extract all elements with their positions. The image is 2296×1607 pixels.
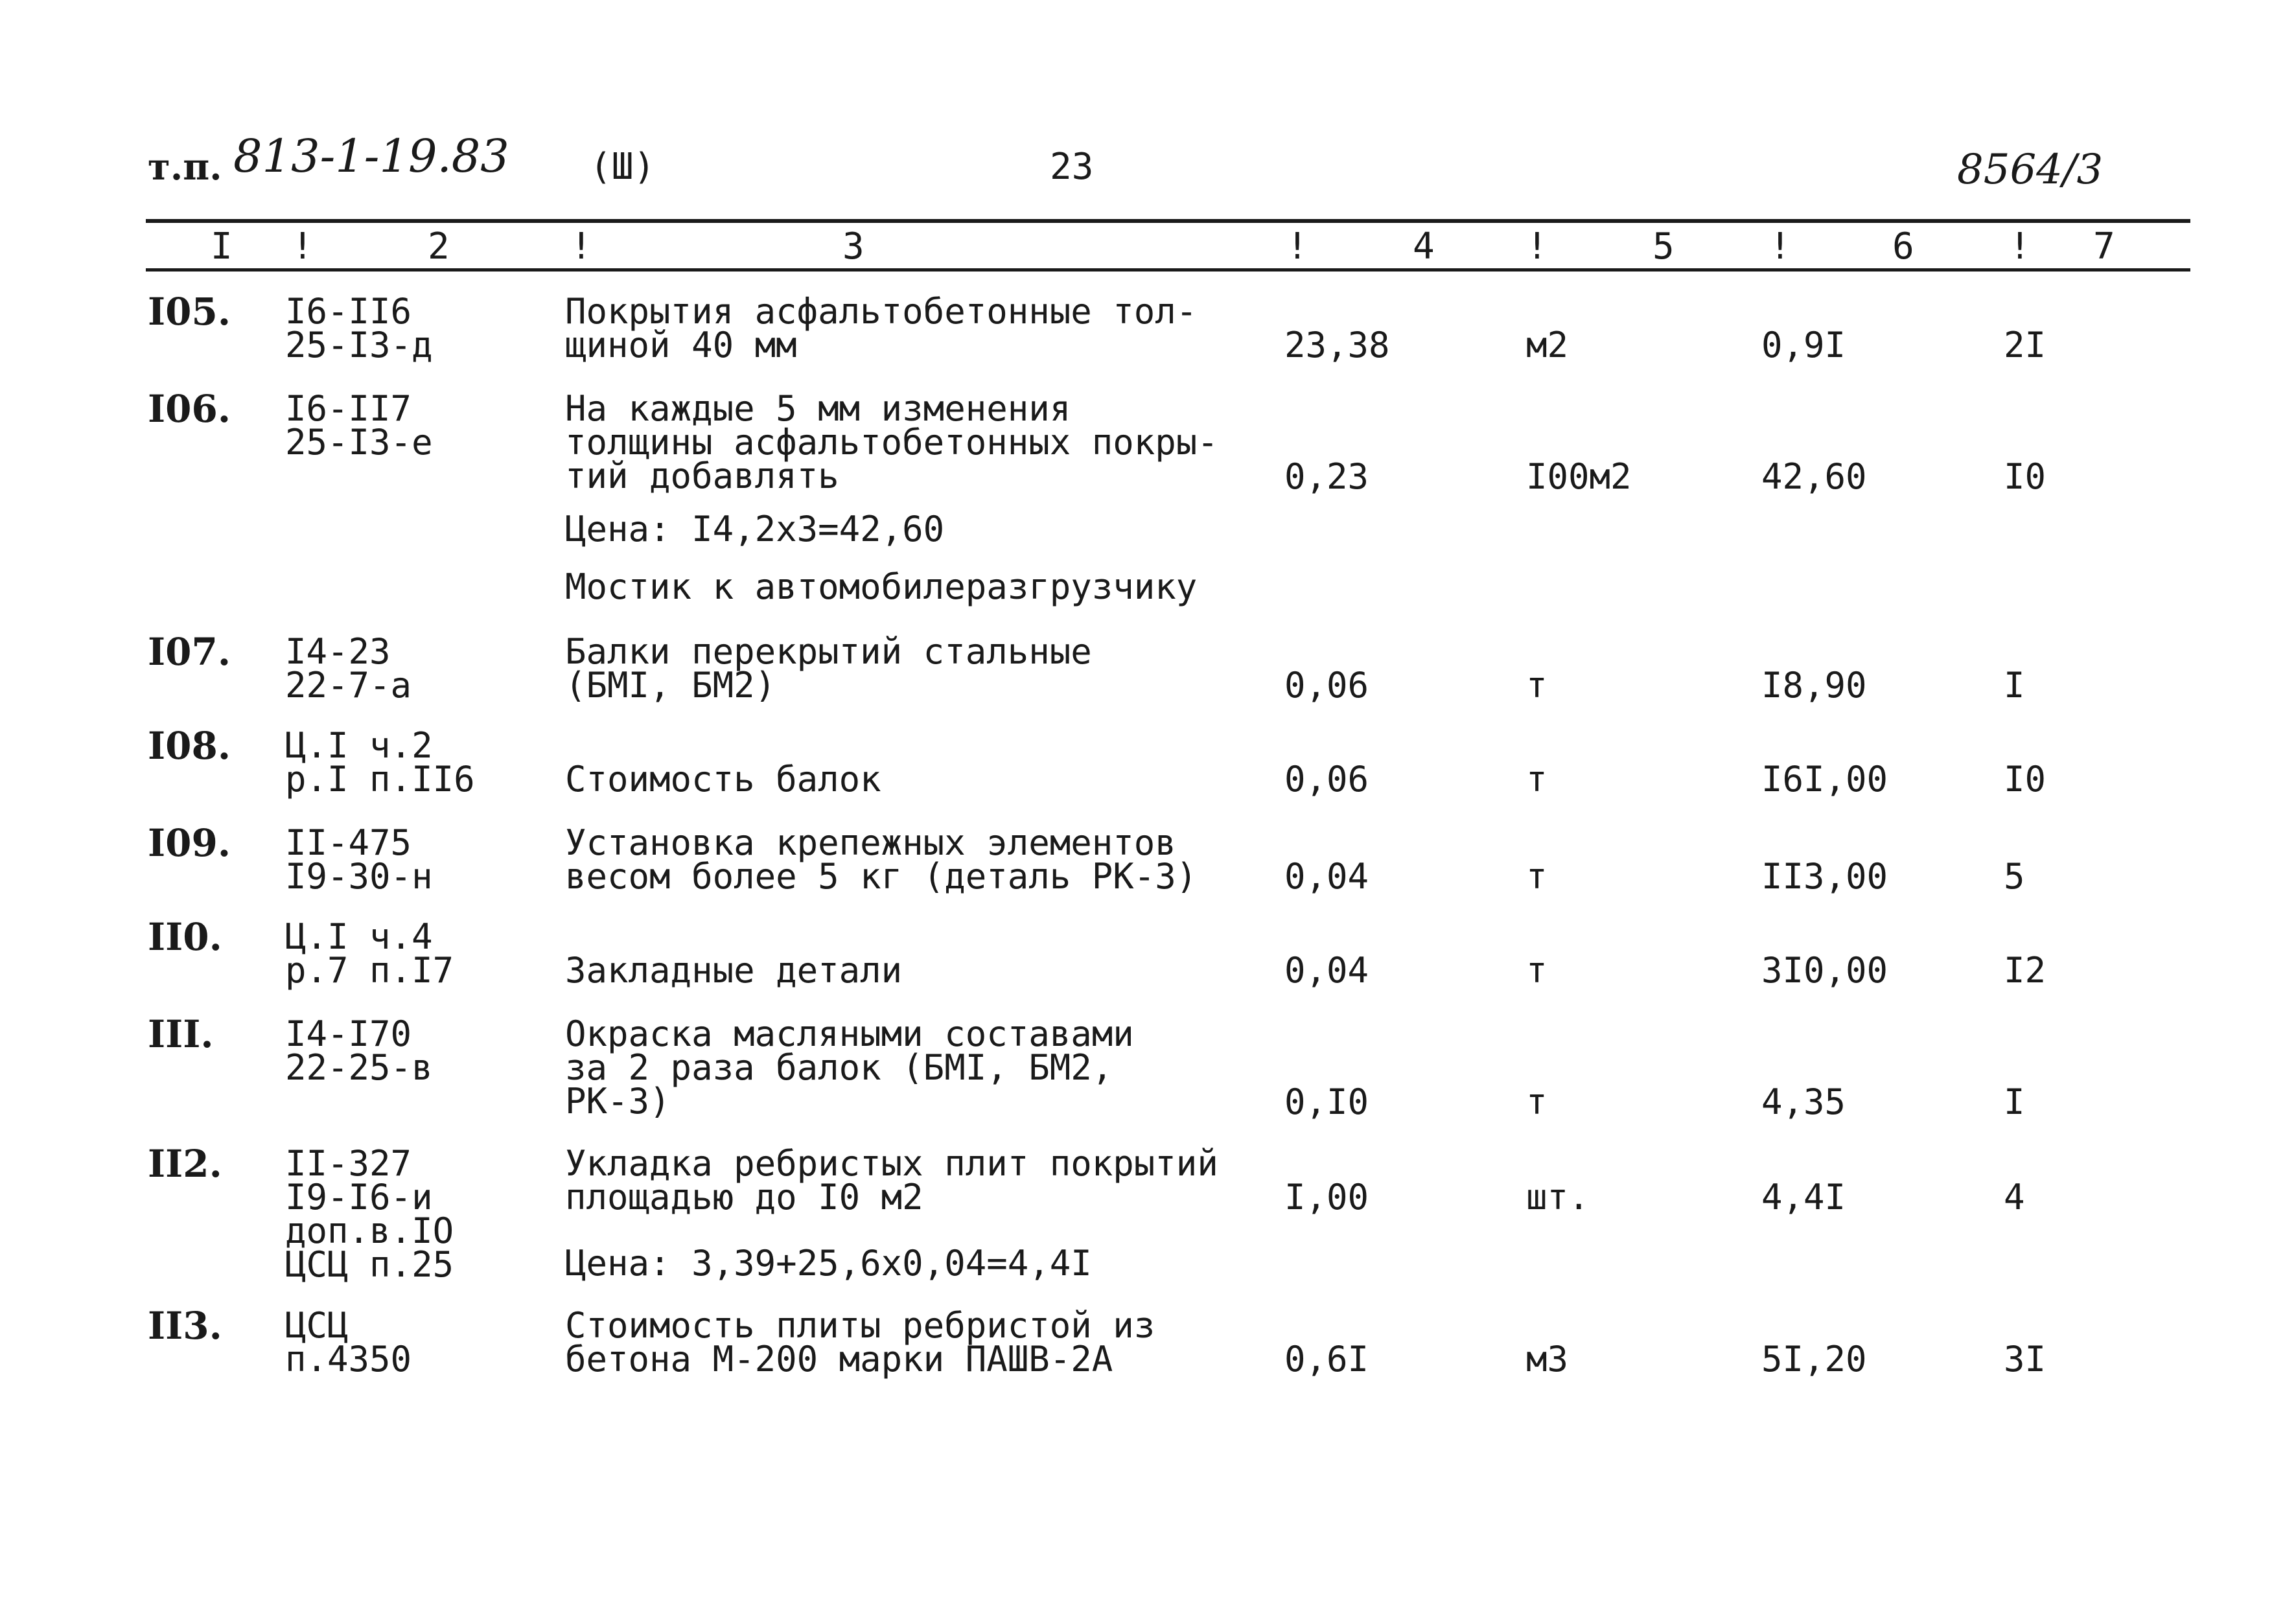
volume-label: (Ш) [590,146,656,188]
total-cost: 2I [2004,325,2047,365]
column-header-6: 6 [1892,225,1914,268]
column-separator: ! [1526,225,1548,268]
tp-label: т.п. [148,146,222,189]
quantity: 0,06 [1284,665,1369,706]
quantity: I,00 [1284,1177,1369,1218]
unit: т [1526,950,1548,991]
table-header-rule [146,268,2190,272]
unit: т [1526,759,1548,800]
unit: м2 [1526,325,1569,365]
quantity: 0,6I [1284,1339,1369,1380]
quantity: 0,04 [1284,856,1369,897]
total-cost: 4 [2004,1177,2025,1218]
item-number: I08. [148,724,231,768]
unit: т [1526,856,1548,897]
column-separator: ! [292,225,314,268]
rate-code: I6-II7 25-I3-е [285,388,433,463]
work-description: Стоимость плиты ребристой из бетона М-200 марки ПАШВ-2А [565,1305,1155,1380]
unit-price: I8,90 [1761,665,1867,706]
quantity: 23,38 [1284,325,1390,365]
work-description: Окраска масляными составами за 2 раза балок (БМI, БМ2, РК-3) [565,1013,1134,1122]
item-number: I06. [148,387,231,431]
unit: шт. [1526,1177,1590,1218]
total-cost: I2 [2004,950,2047,991]
quantity: 0,23 [1284,456,1369,497]
unit: I00м2 [1526,456,1632,497]
column-separator: ! [1286,225,1308,268]
work-description: Укладка ребристых плит покрытий площадью до I0 м2 [565,1143,1218,1218]
quantity: 0,I0 [1284,1081,1369,1122]
rate-code: Ц.I ч.2 р.I п.II6 [285,725,475,800]
unit: м3 [1526,1339,1569,1380]
quantity: 0,04 [1284,950,1369,991]
work-description: Покрытия асфальтобетонные тол- щиной 40 мм [565,291,1198,365]
work-description: Установка крепежных элементов весом более 5 кг (деталь РК-3) [565,822,1198,897]
rate-code: I4-I70 22-25-в [285,1013,433,1088]
unit: т [1526,1081,1548,1122]
item-number: II3. [148,1304,222,1348]
quantity: 0,06 [1284,759,1369,800]
page-number: 23 [1050,146,1094,188]
column-separator: ! [2009,225,2031,268]
rate-code: I6-II6 25-I3-д [285,291,433,365]
archive-number: 8564/3 [1957,146,2104,194]
column-header-7: 7 [2093,225,2115,268]
column-header-4: 4 [1413,225,1435,268]
price-note: Цена: 3,39+25,6х0,04=4,4I [565,1243,1092,1284]
total-cost: 3I [2004,1339,2047,1380]
unit-price: 4,35 [1761,1081,1846,1122]
total-cost: I [2004,1081,2025,1122]
total-cost: I0 [2004,759,2047,800]
unit-price: 3I0,00 [1761,950,1888,991]
column-separator: ! [1769,225,1791,268]
rate-code: II-475 I9-30-н [285,822,433,897]
unit-price: II3,00 [1761,856,1888,897]
item-number: II2. [148,1142,222,1186]
column-header-2: 2 [428,225,450,268]
item-number: III. [148,1012,214,1056]
unit: т [1526,665,1548,706]
rate-code: Ц.I ч.4 р.7 п.I7 [285,916,454,991]
unit-price: 42,60 [1761,456,1867,497]
table-top-rule [146,219,2190,223]
column-header-3: 3 [842,225,864,268]
rate-code: II-327 I9-I6-и доп.в.IO ЦСЦ п.25 [285,1143,454,1285]
item-number: I07. [148,630,231,674]
price-note: Цена: I4,2х3=42,60 [565,509,945,549]
total-cost: I [2004,665,2025,706]
work-description: На каждые 5 мм изменения толщины асфальтобетонных покры- тий добавлять [565,388,1218,496]
total-cost: I0 [2004,456,2047,497]
work-description: Стоимость балок [565,759,881,800]
rate-code: ЦСЦ п.4350 [285,1305,412,1380]
column-header-1: I [211,225,233,268]
item-number: I05. [148,290,231,334]
unit-price: 0,9I [1761,325,1846,365]
column-header-5: 5 [1652,225,1675,268]
item-number: II0. [148,915,222,959]
column-separator: ! [570,225,592,268]
rate-code: I4-23 22-7-а [285,631,412,706]
unit-price: 4,4I [1761,1177,1846,1218]
section-title: Мостик к автомобилеразгрузчику [565,566,1198,607]
work-description: Закладные детали [565,950,903,991]
work-description: Балки перекрытий стальные (БМI, БМ2) [565,631,1092,706]
item-number: I09. [148,821,231,865]
total-cost: 5 [2004,856,2025,897]
tp-number: 813-1-19.83 [233,130,509,183]
unit-price: 5I,20 [1761,1339,1867,1380]
unit-price: I6I,00 [1761,759,1888,800]
